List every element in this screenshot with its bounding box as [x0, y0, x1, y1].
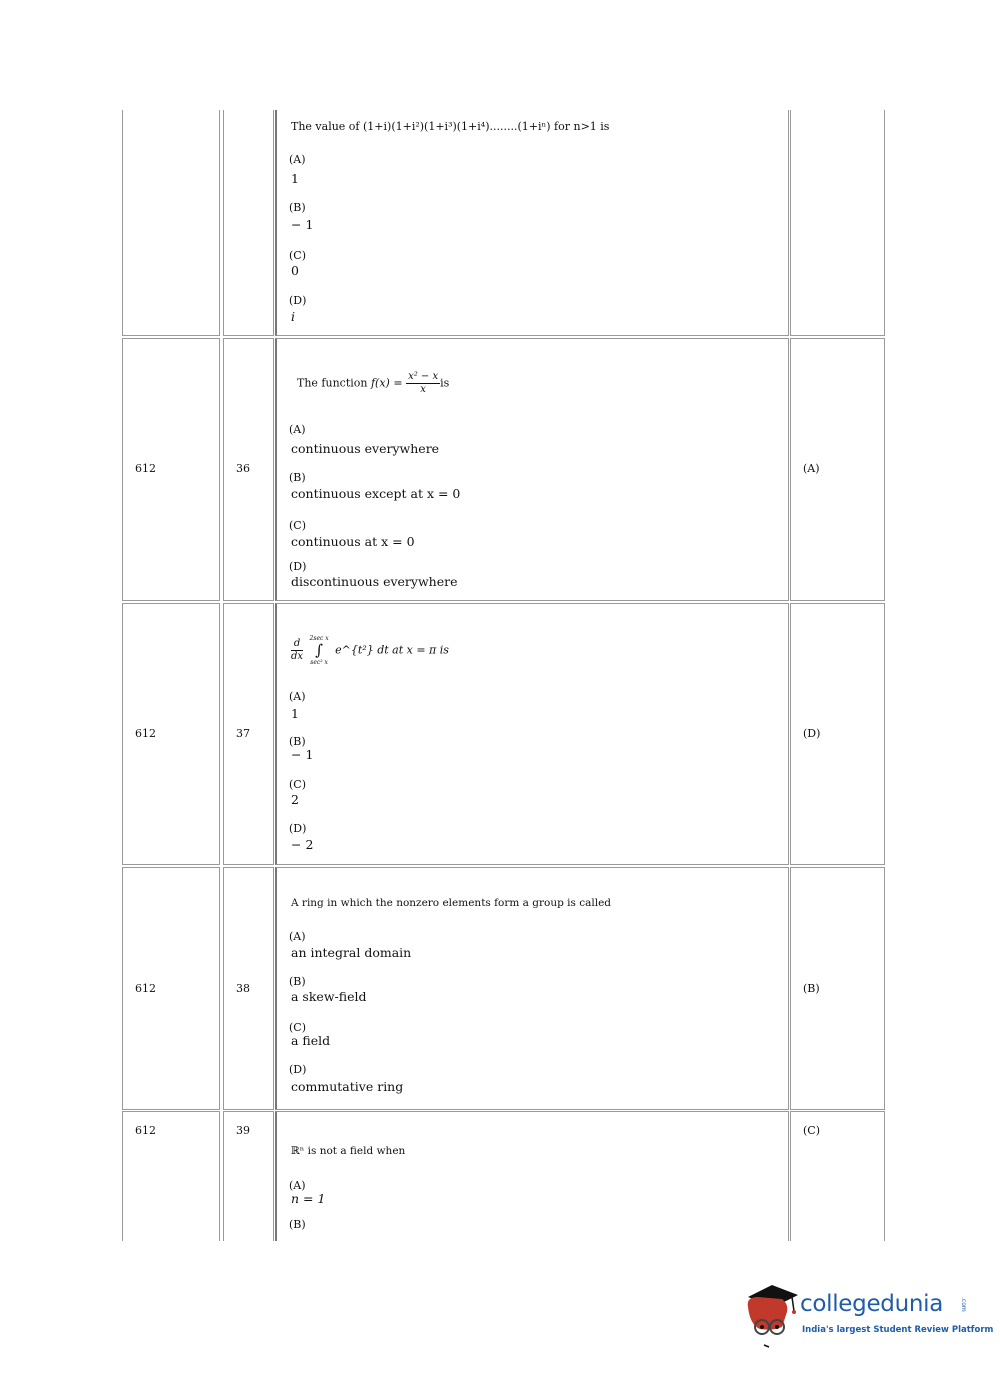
option-label: (B) [289, 735, 306, 748]
cell-question-number [223, 110, 274, 336]
table-row [122, 603, 885, 865]
option-label: (A) [289, 930, 306, 943]
question-number: 36 [236, 462, 250, 475]
option-label: (D) [289, 560, 307, 573]
brand-suffix: .com [960, 1297, 967, 1312]
answer-key: (C) [803, 1124, 820, 1137]
option-value: commutative ring [291, 1079, 404, 1094]
question-text: A ring in which the nonzero elements form a group is called [291, 897, 612, 909]
option-label: (C) [289, 249, 306, 262]
option-label: (B) [289, 1218, 306, 1231]
fraction-numerator: x² − x [408, 371, 439, 382]
option-value: i [291, 309, 295, 324]
brand-tagline: India's largest Student Review Platform [802, 1325, 994, 1335]
option-label: (A) [289, 1179, 306, 1192]
option-value: − 1 [291, 217, 314, 232]
option-label: (C) [289, 1021, 306, 1034]
integral-lower-limit: sec² x [310, 659, 328, 666]
question-function: f(x) = [370, 376, 403, 390]
cell-question [275, 867, 789, 1110]
mascot-icon [742, 1283, 800, 1349]
option-label: (C) [289, 519, 306, 532]
option-label: (D) [289, 822, 307, 835]
cell-question-number [223, 338, 274, 601]
fraction-denominator: x [420, 384, 426, 395]
derivative-operator [291, 638, 303, 663]
option-value: 2 [291, 792, 299, 807]
question-number: 39 [236, 1124, 250, 1137]
option-label: (D) [289, 294, 307, 307]
brand-name: collegedunia [800, 1291, 944, 1317]
derivative-numerator: d [291, 638, 303, 651]
option-value: − 1 [291, 747, 314, 762]
option-label: (C) [289, 778, 306, 791]
question-body: e^{t²} dt at x = π is [335, 643, 449, 657]
option-label: (A) [289, 423, 306, 436]
option-label: (B) [289, 201, 306, 214]
question-prefix: The function [297, 376, 368, 390]
answer-key: (A) [803, 462, 820, 475]
paper-code: 612 [135, 462, 156, 475]
option-value: − 2 [291, 837, 314, 852]
cell-answer [790, 338, 885, 601]
option-label: (D) [289, 1063, 307, 1076]
cell-question [275, 1111, 789, 1241]
integral-upper-limit: 2sec x [309, 635, 329, 642]
cell-question-number [223, 603, 274, 865]
cell-answer [790, 1111, 885, 1241]
question-text: The value of (1+i)(1+i²)(1+i³)(1+i⁴)........(1+iⁿ) for n>1 is [291, 120, 610, 133]
cell-answer [790, 603, 885, 865]
option-label: (B) [289, 975, 306, 988]
question-suffix: is [440, 376, 450, 390]
derivative-denominator: dx [291, 651, 304, 662]
integral-sign: 2sec x ∫ sec² x [309, 635, 329, 666]
option-value: discontinuous everywhere [291, 574, 458, 589]
question-number: 38 [236, 982, 250, 995]
option-value: 0 [291, 263, 299, 278]
cell-paper-code [122, 867, 220, 1110]
option-value: n = 1 [291, 1191, 326, 1206]
table-row [122, 1111, 885, 1241]
cell-question-number [223, 867, 274, 1110]
cell-question [275, 338, 789, 601]
paper-code: 612 [135, 727, 156, 740]
option-label: (A) [289, 690, 306, 703]
option-value: continuous at x = 0 [291, 534, 415, 549]
cell-question [275, 603, 789, 865]
option-label: (A) [289, 153, 306, 166]
cell-question-number [223, 1111, 274, 1241]
option-value: continuous everywhere [291, 441, 440, 456]
answer-key: (B) [803, 982, 820, 995]
paper-code: 612 [135, 1124, 156, 1137]
cell-answer [790, 110, 885, 336]
paper-code: 612 [135, 982, 156, 995]
question-fraction [406, 371, 440, 396]
collegedunia-logo[interactable] [742, 1283, 994, 1353]
table-row [122, 110, 885, 336]
cell-answer [790, 867, 885, 1110]
cell-paper-code [122, 110, 220, 336]
question-text: ℝⁿ is not a field when [291, 1145, 406, 1157]
question-number: 37 [236, 727, 250, 740]
answer-key: (D) [803, 727, 821, 740]
question-text [291, 634, 449, 667]
option-value: 1 [291, 171, 299, 186]
table-row [122, 338, 885, 601]
question-text [297, 371, 449, 396]
cell-paper-code [122, 338, 220, 601]
option-value: continuous except at x = 0 [291, 486, 461, 501]
option-value: an integral domain [291, 945, 412, 960]
option-value: 1 [291, 706, 299, 721]
option-value: a field [291, 1033, 331, 1048]
option-value: a skew-field [291, 989, 367, 1004]
cell-question [275, 110, 789, 336]
cell-paper-code [122, 603, 220, 865]
table-row [122, 867, 885, 1110]
cell-paper-code [122, 1111, 220, 1241]
option-label: (B) [289, 471, 306, 484]
